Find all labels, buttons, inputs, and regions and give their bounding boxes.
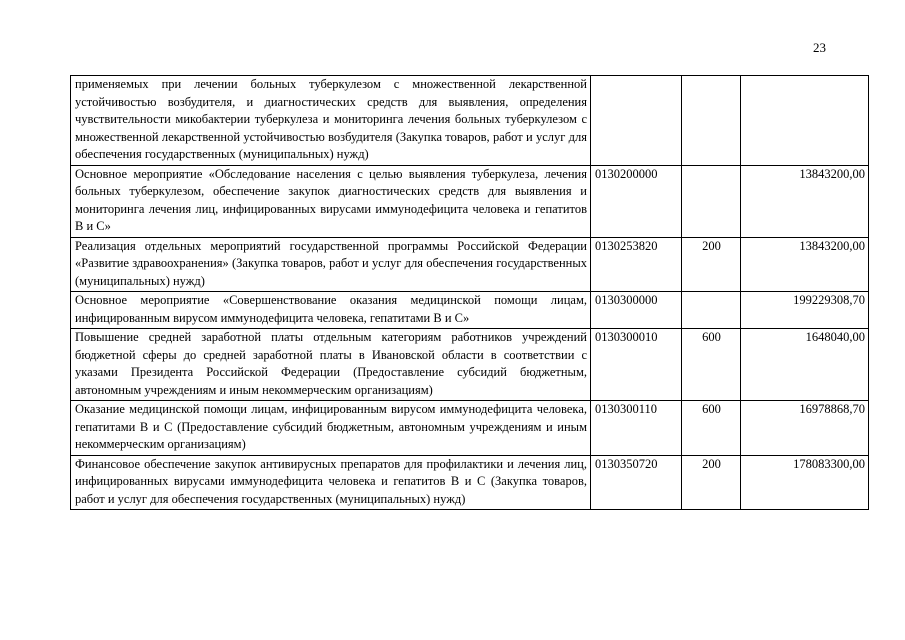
row-name-cell: Повышение средней заработной платы отдельным категориям работников учреждений бюджетной сферы до средней заработной платы в Ивановской области в соответствии с указами Президента Российской Федерации (Предоставление субсидий бюджетным, автономным учреждениям и иным некоммерческим организациям) [71, 329, 591, 401]
row-sum-cell: 1648040,00 [741, 329, 869, 401]
row-code-cell: 0130350720 [591, 455, 682, 510]
row-sum-cell: 13843200,00 [741, 237, 869, 292]
row-expense-type-cell [682, 76, 741, 166]
row-expense-type-cell [682, 292, 741, 329]
row-sum-cell: 16978868,70 [741, 401, 869, 456]
row-expense-type-cell [682, 165, 741, 237]
row-name-cell: Оказание медицинской помощи лицам, инфицированным вирусом иммунодефицита человека, гепатитами В и С (Предоставление субсидий бюджетным, автономным учреждениям и иным некоммерческим организациям) [71, 401, 591, 456]
table-row [71, 455, 869, 510]
table-row [71, 76, 869, 166]
row-name-cell: применяемых при лечении больных туберкулезом с множественной лекарственной устойчивостью возбудителя, и диагностических средств для выявления, определения чувствительности микобактерии туберкулеза и мониторинга лечения больных туберкулезом с множественной лекарственной устойчивостью возбудителя (Закупка товаров, работ и услуг для обеспечения государственных (муниципальных) нужд) [71, 76, 591, 166]
row-name-cell: Основное мероприятие «Совершенствование оказания медицинской помощи лицам, инфицированным вирусом иммунодефицита человека, гепатитами В и С» [71, 292, 591, 329]
row-name-cell: Финансовое обеспечение закупок антивирусных препаратов для профилактики и лечения лиц, инфицированных вирусами иммунодефицита человека и гепатитов В и С (Закупка товаров, работ и услуг для обеспечения государственных (муниципальных) нужд) [71, 455, 591, 510]
table-row [71, 329, 869, 401]
row-name-cell: Реализация отдельных мероприятий государственной программы Российской Федерации «Развитие здравоохранения» (Закупка товаров, работ и услуг для обеспечения государственных (муниципальных) нужд) [71, 237, 591, 292]
row-code-cell: 0130200000 [591, 165, 682, 237]
row-code-cell: 0130253820 [591, 237, 682, 292]
row-expense-type-cell: 600 [682, 401, 741, 456]
row-code-cell [591, 76, 682, 166]
table-row [71, 292, 869, 329]
row-sum-cell: 178083300,00 [741, 455, 869, 510]
row-sum-cell: 13843200,00 [741, 165, 869, 237]
row-name-cell: Основное мероприятие «Обследование населения с целью выявления туберкулеза, лечения больных туберкулезом, обеспечение закупок диагностических средств для выявления и мониторинга лечения лиц, инфицированных вирусами иммунодефицита человека и гепатитов В и С» [71, 165, 591, 237]
row-code-cell: 0130300110 [591, 401, 682, 456]
row-code-cell: 0130300010 [591, 329, 682, 401]
row-sum-cell [741, 76, 869, 166]
row-code-cell: 0130300000 [591, 292, 682, 329]
budget-table [70, 75, 869, 510]
table-row [71, 165, 869, 237]
row-sum-cell: 199229308,70 [741, 292, 869, 329]
row-expense-type-cell: 600 [682, 329, 741, 401]
table-row [71, 401, 869, 456]
row-expense-type-cell: 200 [682, 237, 741, 292]
row-expense-type-cell: 200 [682, 455, 741, 510]
page-number: 23 [813, 40, 826, 55]
table-row [71, 237, 869, 292]
